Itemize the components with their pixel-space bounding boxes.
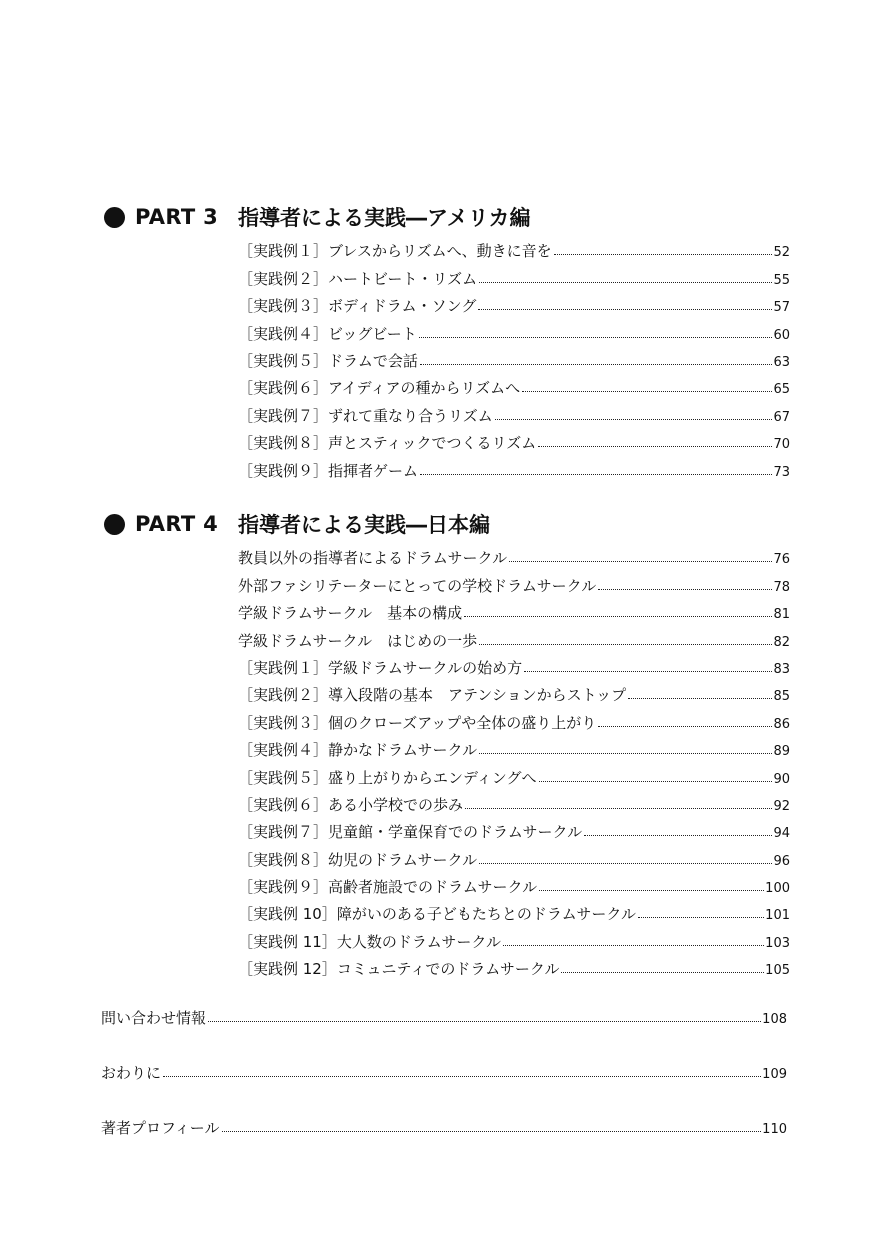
entry-label: ［実践例 11］大人数のドラムサークル (238, 932, 501, 951)
entry-label: ［実践例 10］障がいのある子どもたちとのドラムサークル (238, 905, 636, 924)
part3-label: PART 3 (135, 205, 218, 229)
entry-label: ［実践例 12］コミュニティでのドラムサークル (238, 960, 560, 979)
dot-leader (495, 419, 773, 420)
dot-leader (465, 808, 772, 809)
entry-page: 109 (762, 1067, 787, 1082)
toc-entry[interactable] (238, 289, 790, 316)
dot-leader (479, 282, 772, 283)
toc-entry[interactable] (238, 453, 790, 480)
dot-leader (638, 917, 764, 918)
entry-page: 82 (773, 634, 790, 650)
toc-entry-afterword[interactable] (101, 1059, 787, 1083)
toc-entry[interactable] (238, 426, 790, 453)
entry-page: 89 (773, 744, 790, 760)
toc-entry[interactable] (238, 541, 790, 568)
toc-entry[interactable] (238, 568, 790, 595)
dot-leader (503, 945, 764, 946)
entry-page: 67 (773, 409, 790, 425)
entry-label: ［実践例１］学級ドラムサークルの始め方 (238, 658, 523, 677)
dot-leader (522, 391, 772, 392)
toc-entry[interactable] (238, 651, 790, 678)
entry-page: 108 (762, 1012, 787, 1027)
dot-leader (598, 726, 772, 727)
toc-entry[interactable] (238, 760, 790, 787)
dot-leader (509, 561, 772, 562)
toc-entry[interactable] (238, 678, 790, 705)
entry-page: 92 (773, 798, 790, 814)
entry-page: 60 (773, 327, 790, 343)
entry-page: 100 (765, 881, 790, 897)
entry-page: 86 (773, 716, 790, 732)
entry-page: 83 (773, 661, 790, 677)
part3-heading (104, 202, 794, 232)
entry-label: ［実践例６］ある小学校での歩み (238, 795, 464, 814)
part3-title: 指導者による実践―アメリカ編 (238, 206, 531, 230)
dot-leader (479, 644, 772, 645)
part4-label: PART 4 (135, 512, 218, 536)
dot-leader (539, 890, 764, 891)
toc-entry[interactable] (238, 261, 790, 288)
part4-entries (238, 541, 790, 979)
dot-leader (420, 364, 773, 365)
dot-leader (222, 1131, 762, 1132)
dot-leader (584, 835, 772, 836)
entry-page: 63 (773, 354, 790, 370)
dot-leader (419, 337, 773, 338)
toc-entry[interactable] (238, 952, 790, 979)
toc-entry-profile[interactable] (101, 1114, 787, 1138)
dot-leader (464, 616, 772, 617)
dot-leader (479, 753, 772, 754)
part4-heading (104, 509, 794, 539)
entry-label: 学級ドラムサークル はじめの一歩 (238, 631, 478, 650)
entry-page: 85 (773, 689, 790, 705)
part3-entries (238, 234, 790, 481)
entry-page: 57 (773, 300, 790, 316)
entry-page: 94 (773, 826, 790, 842)
entry-label: ［実践例５］盛り上がりからエンディングへ (238, 768, 537, 787)
toc-entry[interactable] (238, 924, 790, 951)
entry-label: ［実践例７］児童館・学童保育でのドラムサークル (238, 823, 583, 842)
bullet-icon (104, 514, 125, 535)
dot-leader (163, 1076, 761, 1077)
dot-leader (598, 589, 772, 590)
dot-leader (479, 863, 772, 864)
entry-label: ［実践例６］アイディアの種からリズムへ (238, 379, 521, 398)
entry-label: ［実践例７］ずれて重なり合うリズム (238, 406, 493, 425)
toc-entry[interactable] (238, 870, 790, 897)
entry-page: 90 (773, 771, 790, 787)
dot-leader (478, 309, 772, 310)
dot-leader (539, 781, 773, 782)
entry-label: 外部ファシリテーターにとっての学校ドラムサークル (238, 576, 597, 595)
toc-entry-inquiry[interactable] (101, 1004, 787, 1028)
entry-label: ［実践例５］ドラムで会話 (238, 351, 418, 370)
entry-label: 学級ドラムサークル 基本の構成 (238, 604, 463, 623)
dot-leader (208, 1021, 761, 1022)
entry-label: ［実践例３］ボディドラム・ソング (238, 297, 477, 316)
toc-entry[interactable] (238, 733, 790, 760)
entry-label: 著者プロフィール (101, 1119, 220, 1137)
dot-leader (420, 474, 772, 475)
entry-label: ［実践例８］声とスティックでつくるリズム (238, 434, 537, 453)
entry-label: ［実践例８］幼児のドラムサークル (238, 850, 478, 869)
entry-page: 70 (773, 437, 790, 453)
entry-label: 問い合わせ情報 (101, 1009, 207, 1027)
entry-page: 52 (773, 245, 790, 261)
toc-entry[interactable] (238, 234, 790, 261)
dot-leader (538, 446, 772, 447)
entry-page: 103 (765, 935, 790, 951)
entry-label: ［実践例９］高齢者施設でのドラムサークル (238, 878, 538, 897)
entry-page: 105 (765, 963, 790, 979)
part4-title: 指導者による実践―日本編 (238, 513, 490, 537)
toc-entry[interactable] (238, 788, 790, 815)
entry-page: 55 (773, 272, 790, 288)
entry-label: ［実践例１］ブレスからリズムへ、動きに音を (238, 242, 552, 261)
toc-entry[interactable] (238, 398, 790, 425)
toc-entry[interactable] (238, 371, 790, 398)
entry-label: ［実践例４］ビッグビート (238, 324, 417, 343)
entry-page: 110 (762, 1122, 787, 1137)
toc-entry[interactable] (238, 705, 790, 732)
part4-section (104, 509, 794, 979)
entry-label: ［実践例２］ハートビート・リズム (238, 269, 478, 288)
entry-page: 101 (765, 908, 790, 924)
toc-entry[interactable] (238, 842, 790, 869)
part3-section (104, 202, 794, 481)
entry-label: ［実践例４］静かなドラムサークル (238, 741, 478, 760)
dot-leader (554, 254, 773, 255)
entry-page: 81 (773, 607, 790, 623)
toc-entry[interactable] (238, 815, 790, 842)
entry-label: おわりに (101, 1064, 162, 1082)
toc-entry[interactable] (238, 596, 790, 623)
entry-page: 76 (773, 552, 790, 568)
entry-page: 65 (773, 382, 790, 398)
entry-page: 73 (773, 464, 790, 480)
entry-label: 教員以外の指導者によるドラムサークル (238, 549, 508, 568)
dot-leader (561, 972, 764, 973)
entry-label: ［実践例３］個のクローズアップや全体の盛り上がり (238, 713, 597, 732)
toc-entry[interactable] (238, 316, 790, 343)
dot-leader (524, 671, 772, 672)
entry-label: ［実践例２］導入段階の基本 アテンションからストップ (238, 686, 627, 705)
entry-page: 78 (773, 579, 790, 595)
toc-entry[interactable] (238, 897, 790, 924)
toc-entry[interactable] (238, 344, 790, 371)
entry-page: 96 (773, 853, 790, 869)
entry-label: ［実践例９］指揮者ゲーム (238, 461, 419, 480)
toc-entry[interactable] (238, 623, 790, 650)
dot-leader (628, 698, 772, 699)
bullet-icon (104, 207, 125, 228)
